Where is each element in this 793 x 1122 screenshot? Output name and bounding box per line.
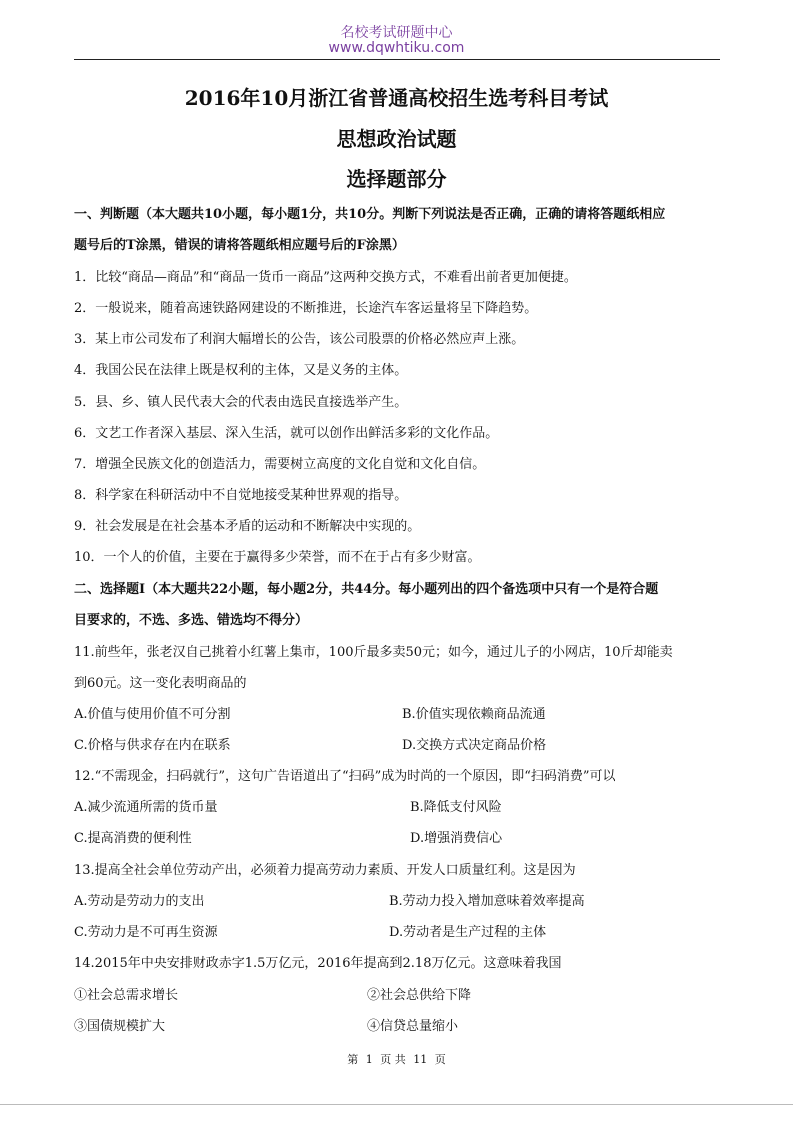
page-number: 1 <box>365 1053 373 1066</box>
q12-option-a: A.减少流通所需的货币量 <box>74 800 218 815</box>
q14-option-4: ④信贷总量缩小 <box>367 1019 459 1034</box>
q12-option-d: D.增强消费信心 <box>410 831 503 846</box>
part-title: 选择题部分 <box>346 167 447 191</box>
page-total: 11 <box>413 1053 428 1066</box>
q14-option-3: ③国债规模扩大 <box>74 1019 166 1034</box>
judgment-item: 9．社会发展是在社会基本矛盾的运动和不断解决中实现的。 <box>74 519 421 534</box>
q13-option-b: B.劳动力投入增加意味着效率提高 <box>389 894 585 909</box>
header-divider <box>74 59 720 60</box>
q12-option-b: B.降低支付风险 <box>410 800 502 815</box>
q13-stem: 13.提高全社会单位劳动产出，必须着力提高劳动力素质、开发人口质量红利。这是因为 <box>74 863 576 878</box>
q13-option-d: D.劳动者是生产过程的主体 <box>389 925 547 940</box>
section2-heading-line2: 目要求的，不选、多选、错选均不得分） <box>74 613 309 628</box>
judgment-item: 4．我国公民在法律上既是权利的主体，又是义务的主体。 <box>74 363 408 378</box>
section1-heading-line1: 一、判断题（本大题共10小题，每小题1分，共10分。判断下列说法是否正确，正确的请将答题纸相应 <box>74 207 666 222</box>
site-name: 名校考试研题中心 <box>340 25 453 41</box>
q11-stem-line1: 11.前些年，张老汉自己挑着小红薯上集市，100斤最多卖50元；如今，通过儿子的小网店，10斤却能卖 <box>74 645 673 660</box>
judgment-item: 6．文艺工作者深入基层、深入生活，就可以创作出鲜活多彩的文化作品。 <box>74 426 499 441</box>
exam-title: 2016年10月浙江省普通高校招生选考科目考试 <box>184 86 609 110</box>
section2-heading-line1: 二、选择题Ⅰ（本大题共22小题，每小题2分，共44分。每小题列出的四个备选项中只有一个是符合题 <box>74 582 659 597</box>
judgment-item: 3．某上市公司发布了利润大幅增长的公告，该公司股票的价格必然应声上涨。 <box>74 332 525 347</box>
section1-heading-line2: 题号后的T涂黑，错误的请将答题纸相应题号后的F涂黑） <box>74 238 405 253</box>
q14-option-1: ①社会总需求增长 <box>74 988 179 1003</box>
q13-option-a: A.劳动是劳动力的支出 <box>74 894 205 909</box>
q14-stem: 14.2015年中央安排财政赤字1.5万亿元，2016年提高到2.18万亿元。这意味着我国 <box>74 956 562 971</box>
judgment-item: 10．一个人的价值，主要在于赢得多少荣誉，而不在于占有多少财富。 <box>74 550 481 565</box>
q11-option-d: D.交换方式决定商品价格 <box>402 738 547 753</box>
page-footer <box>0 1051 793 1067</box>
q11-option-a: A.价值与使用价值不可分割 <box>74 707 231 722</box>
page-mid: 页 共 <box>380 1053 406 1066</box>
judgment-item: 1．比较“商品—商品”和“商品一货币一商品”这两种交换方式，不难看出前者更加便捷。 <box>74 270 577 285</box>
judgment-item: 2．一般说来，随着高速铁路网建设的不断推进，长途汽车客运量将呈下降趋势。 <box>74 301 538 316</box>
page-prefix: 第 <box>347 1053 359 1066</box>
q11-option-c: C.价格与供求存在内在联系 <box>74 738 231 753</box>
bottom-divider <box>0 1104 793 1105</box>
judgment-item: 8．科学家在科研活动中不自觉地接受某种世界观的指导。 <box>74 488 408 503</box>
judgment-item: 7．增强全民族文化的创造活力，需要树立高度的文化自觉和文化自信。 <box>74 457 486 472</box>
q14-option-2: ②社会总供给下降 <box>367 988 472 1003</box>
site-url: www.dqwhtiku.com <box>328 40 465 56</box>
q12-option-c: C.提高消费的便利性 <box>74 831 192 846</box>
page-suffix: 页 <box>434 1053 446 1066</box>
q11-stem-line2: 到60元。这一变化表明商品的 <box>74 676 247 691</box>
judgment-item: 5．县、乡、镇人民代表大会的代表由选民直接选举产生。 <box>74 395 408 410</box>
q11-option-b: B.价值实现依赖商品流通 <box>402 707 546 722</box>
q13-option-c: C.劳动力是不可再生资源 <box>74 925 218 940</box>
subject-title: 思想政治试题 <box>336 127 457 151</box>
q12-stem: 12.“不需现金，扫码就行”，这句广告语道出了“扫码”成为时尚的一个原因，即“扫码消费”可以 <box>74 769 616 784</box>
